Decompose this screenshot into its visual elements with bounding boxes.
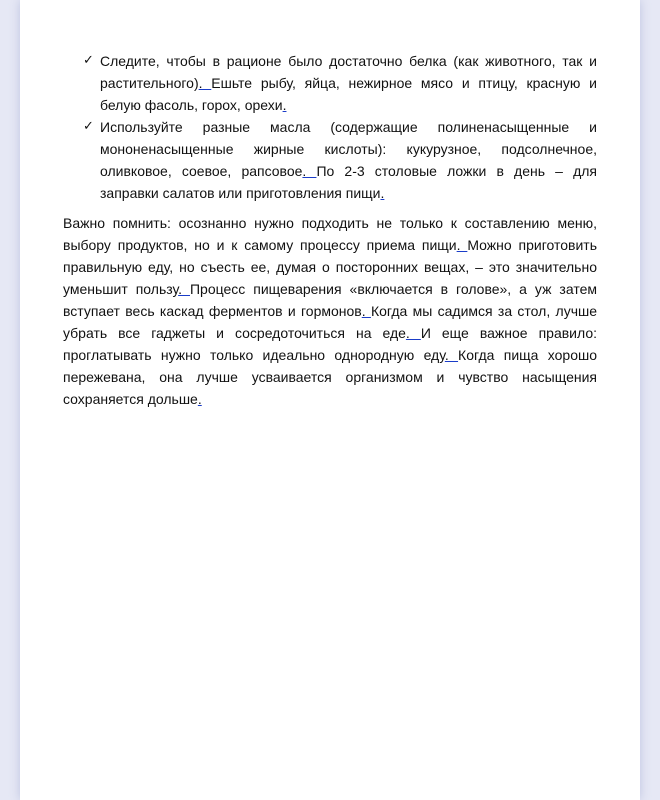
list-item-protein [83,50,597,116]
underlined-period: . [361,303,371,319]
sentence: Следите, чтобы в рационе было достаточно белка (как животного, так и растительного) [100,53,597,91]
underlined-period: . [380,185,385,201]
underlined-period: . [456,237,468,253]
check-icon: ✓ [83,119,94,134]
sentence: Процесс пищеварения «включается в голове», а уж затем вступает весь каскад ферментов и гормонов [63,281,597,319]
underlined-period: . [282,97,287,113]
underlined-period: . [197,391,202,407]
check-icon: ✓ [83,53,94,68]
sentence: Когда пища хорошо пережевана, она лучше усваивается организмом и чувство насыщения сохраняется дольше [63,347,597,407]
sentence: По 2-3 столовые ложки в день – для заправки салатов или приготовления пищи [100,163,598,201]
list-item-oils [83,116,598,204]
checklist [63,50,597,204]
underlined-period: . [302,163,317,179]
document-page [20,0,640,800]
sentence: Ешьте рыбу, яйца, нежирное мясо и птицу, красную и белую фасоль, горох, орехи [100,75,597,113]
sentence: И еще важное правило: проглатывать нужно только идеально однородную еду [63,325,597,363]
sentence: Можно приготовить правильную еду, но съесть ее, думая о посторонних вещах, – это значительно уменьшит пользу [63,237,597,297]
sentence: Когда мы садимся за стол, лучше убрать все гаджеты и сосредоточиться на еде [63,303,598,341]
underlined-period: . [444,347,459,363]
sentence: Важно помнить: осознанно нужно подходить не только к составлению меню, выбору продуктов, но и к самому процессу приема пищи [63,215,597,253]
underlined-period: . [198,75,212,91]
underlined-period: . [405,325,421,341]
document-content [63,50,597,410]
paragraph-mindful-eating [63,212,597,410]
sentence: Используйте разные масла (содержащие полиненасыщенные и мононенасыщенные жирные кислоты): кукурузное, подсолнечное, оливковое, соевое, рапсовое [100,119,597,179]
underlined-period: . [178,281,190,297]
